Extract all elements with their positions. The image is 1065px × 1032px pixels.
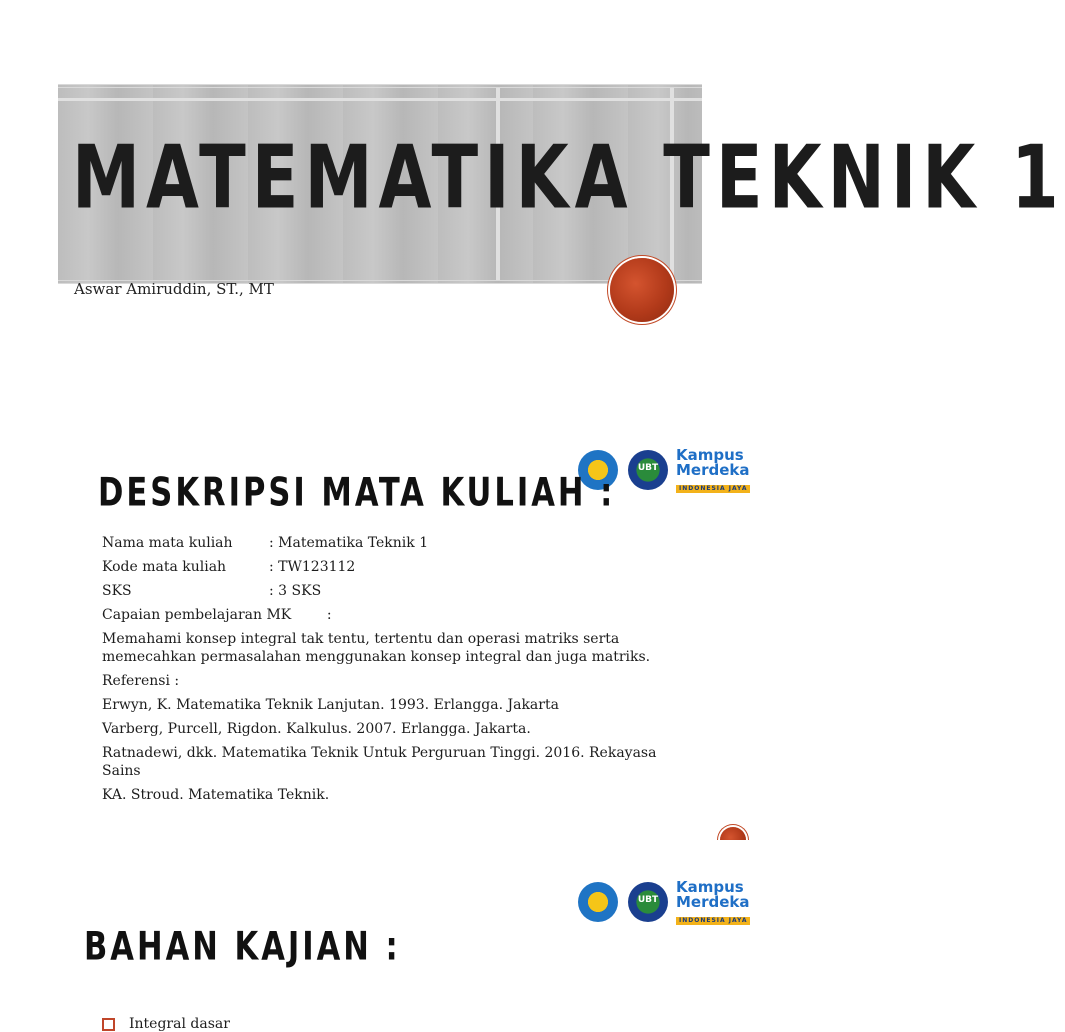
field-value: : TW123112 bbox=[269, 559, 356, 575]
field-value: : Matematika Teknik 1 bbox=[269, 535, 429, 551]
course-description bbox=[102, 534, 682, 810]
field-label: Nama mata kuliah bbox=[102, 535, 233, 551]
capaian-text: Memahami konsep integral tak tentu, tertentu dan operasi matriks serta memecahkan permasalahan menggunakan konsep integral dan juga matriks. bbox=[102, 631, 651, 665]
logo-group bbox=[578, 878, 758, 926]
reference-item: KA. Stroud. Matematika Teknik. bbox=[102, 787, 330, 803]
title-banner bbox=[58, 84, 1065, 284]
description-slide bbox=[0, 400, 768, 840]
list-item-label: Integral dasar bbox=[129, 1016, 230, 1032]
title-slide bbox=[0, 0, 1065, 400]
kampus-merdeka-logo: Kampus Merdeka INDONESIA JAYA bbox=[676, 446, 750, 492]
tut-wuri-logo-icon bbox=[578, 882, 618, 922]
reference-item: Ratnadewi, dkk. Matematika Teknik Untuk Perguruan Tinggi. 2016. Rekayasa Sains bbox=[102, 745, 657, 779]
slide-title: MATEMATIKA TEKNIK 1 bbox=[72, 125, 1065, 229]
reference-item: Varberg, Purcell, Rigdon. Kalkulus. 2007. Erlangga. Jakarta. bbox=[102, 721, 531, 737]
section-title: DESKRIPSI MATA KULIAH : bbox=[98, 470, 616, 516]
ubt-logo-icon: UBT bbox=[628, 450, 668, 490]
decorative-orb bbox=[610, 258, 674, 322]
field-value: : 3 SKS bbox=[269, 583, 322, 599]
section-title: BAHAN KAJIAN : bbox=[84, 924, 401, 970]
field-label: SKS bbox=[102, 583, 132, 599]
field-label: Kode mata kuliah bbox=[102, 559, 227, 575]
reference-item: Erwyn, K. Matematika Teknik Lanjutan. 1993. Erlangga. Jakarta bbox=[102, 697, 559, 713]
capaian-label: Capaian pembelajaran MK : bbox=[102, 607, 332, 623]
referensi-label: Referensi : bbox=[102, 673, 180, 689]
ubt-logo-icon: UBT bbox=[628, 882, 668, 922]
banner-divider bbox=[58, 98, 702, 101]
field-row bbox=[102, 534, 682, 552]
study-material-slide bbox=[0, 840, 768, 1032]
kampus-merdeka-logo: Kampus Merdeka INDONESIA JAYA bbox=[676, 878, 750, 924]
bullet-square-icon bbox=[102, 1018, 115, 1031]
field-row bbox=[102, 558, 682, 576]
list-item bbox=[102, 1016, 230, 1032]
author-name: Aswar Amiruddin, ST., MT bbox=[74, 280, 274, 298]
field-row bbox=[102, 582, 682, 600]
